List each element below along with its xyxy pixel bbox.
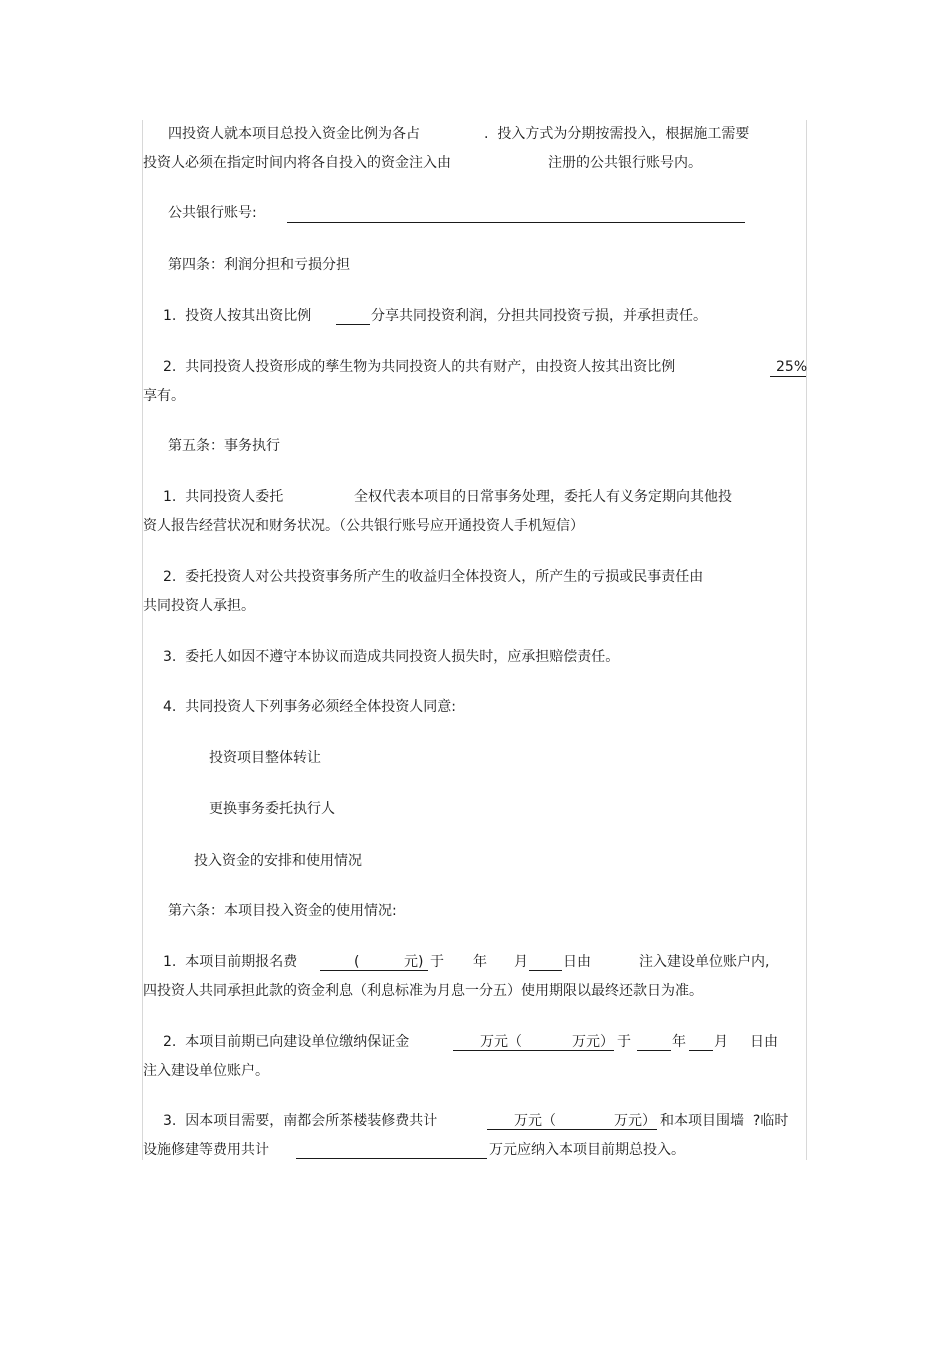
article5-item2-a: 2. 委托投资人对公共投资事务所产生的收益归全体投资人，所产生的亏损或民事责任由	[163, 569, 704, 585]
article5-title: 第五条：事务执行	[168, 438, 280, 454]
article6-item3-line2-b: 万元应纳入本项目前期总投入。	[489, 1142, 685, 1158]
article6-item3-b: 和本项目围墙 ?临时	[660, 1113, 789, 1129]
intro-line-1b: . 投入方式为分期按需投入，根据施工需要	[484, 126, 750, 142]
article6-item3-a: 3. 因本项目需要，南都会所茶楼装修费共计	[163, 1113, 438, 1129]
article4-item2-pct: 25%	[776, 359, 808, 375]
article5-item1-c: 资人报告经营状况和财务状况。（公共银行账号应开通投资人手机短信）	[143, 518, 584, 534]
bank-account-blank[interactable]	[287, 222, 745, 223]
section-heading: 投入资金的安排和使用情况	[194, 853, 362, 869]
article6-item1-day-blank[interactable]	[529, 970, 562, 971]
article6-item3-wan2: 万元）	[614, 1113, 656, 1129]
article4-item1-a: 1. 投资人按其出资比例	[163, 308, 312, 324]
article4-item2-b: 享有。	[143, 388, 185, 404]
article6-item1-line2: 四投资人共同承担此款的资金利息（利息标准为月息一分五）使用期限以最终还款日为准。	[143, 983, 703, 999]
article6-item2-wan2: 万元）	[572, 1034, 614, 1050]
page-frame-left	[142, 120, 143, 1160]
article5-item3: 3. 委托人如因不遵守本协议而造成共同投资人损失时，应承担赔偿责任。	[163, 649, 620, 665]
article6-item1-nian: 年	[473, 954, 487, 970]
intro-line-2a: 投资人必须在指定时间内将各自投入的资金注入由	[143, 155, 451, 171]
article6-item3-total-blank[interactable]	[296, 1158, 487, 1159]
intro-line-2b: 注册的公共银行账号内。	[548, 155, 702, 171]
article6-item2-month-blank[interactable]	[689, 1050, 713, 1051]
article6-item2-line2: 注入建设单位账户。	[143, 1063, 269, 1079]
article6-item2-nian: 年	[672, 1034, 686, 1050]
article4-item2-pct-underline	[770, 376, 806, 377]
page-frame-right	[806, 120, 807, 1160]
article6-item2-yue: 月	[714, 1034, 728, 1050]
article6-item1-yu: 于	[430, 954, 444, 970]
article6-item2-a: 2. 本项目前期已向建设单位缴纳保证金	[163, 1034, 410, 1050]
article6-item3-line2-a: 设施修建等费用共计	[143, 1142, 269, 1158]
article6-item1-tail: 注入建设单位账户内,	[639, 954, 770, 970]
article5-sub1: 投资项目整体转让	[209, 750, 321, 766]
article5-item4: 4. 共同投资人下列事务必须经全体投资人同意:	[163, 699, 456, 715]
article4-item2-a: 2. 共同投资人投资形成的孳生物为共同投资人的共有财产，由投资人按其出资比例	[163, 359, 676, 375]
article6-item1-yue: 月	[514, 954, 528, 970]
article5-item1-b: 全权代表本项目的日常事务处理，委托人有义务定期向其他投	[354, 489, 732, 505]
article5-item1-a: 1. 共同投资人委托	[163, 489, 284, 505]
article6-item1-paren: (	[354, 954, 360, 970]
bank-account-label: 公共银行账号:	[168, 205, 257, 221]
article4-item1-blank[interactable]	[336, 324, 370, 325]
article6-item2-year-blank[interactable]	[637, 1050, 671, 1051]
article6-item2-ri: 日由	[750, 1034, 778, 1050]
article6-item2-yu: 于	[617, 1034, 631, 1050]
article6-item2-wan1: 万元（	[480, 1034, 522, 1050]
article6-item3-wan1: 万元（	[514, 1113, 556, 1129]
article6-title: 第六条：本项目投入资金的使用情况:	[168, 903, 397, 919]
article6-item1-a: 1. 本项目前期报名费	[163, 954, 298, 970]
article4-item1-b: 分享共同投资利润，分担共同投资亏损，并承担责任。	[371, 308, 707, 324]
article5-sub2: 更换事务委托执行人	[209, 801, 335, 817]
article5-item2-b: 共同投资人承担。	[143, 598, 255, 614]
article4-title: 第四条：利润分担和亏损分担	[168, 257, 350, 273]
intro-line-1a: 四投资人就本项目总投入资金比例为各占	[168, 126, 420, 142]
article6-item1-ri: 日由	[563, 954, 591, 970]
article6-item1-yuan: 元)	[404, 954, 424, 970]
